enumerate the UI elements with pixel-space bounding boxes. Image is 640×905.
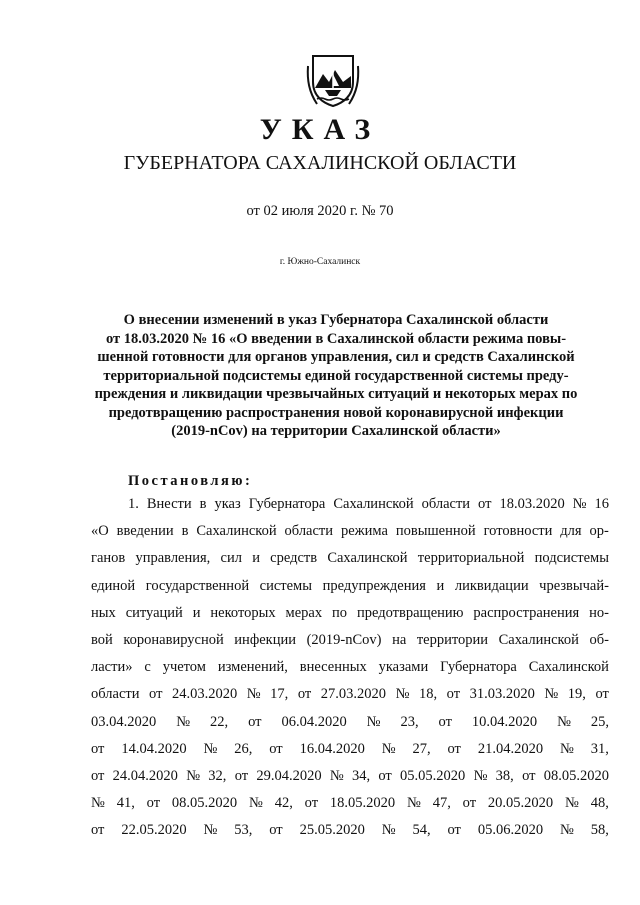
title-line: преждения и ликвидации чрезвычайных ситуаций и некоторых мерах по xyxy=(94,386,578,402)
body-line: ных ситуаций и некоторых мерах по предотвращению распространения но- xyxy=(91,604,609,621)
issue-city: г. Южно-Сахалинск xyxy=(279,257,361,267)
body-line: 03.04.2020 № 22, от 06.04.2020 № 23, от 10.04.2020 № 25, xyxy=(91,713,609,730)
title-line: предотвращению распространения новой коронавирусной инфекции xyxy=(108,404,564,421)
body-line: «О введении в Сахалинской области режима повышенной готовности для ор- xyxy=(91,523,609,540)
decree-body xyxy=(91,494,609,847)
title-line: шенной готовности для органов управления, сил и средств Сахалинской xyxy=(97,349,575,365)
body-line: от 14.04.2020 № 26, от 16.04.2020 № 27, от 21.04.2020 № 31, xyxy=(91,740,609,757)
title-line: (2019-nCov) на территории Сахалинской области» xyxy=(171,423,501,439)
body-line: единой государственной системы предупреждения и ликвидации чрезвычай- xyxy=(91,577,609,594)
decree-date-number: от 02 июля 2020 г. № 70 xyxy=(246,203,394,219)
body-line: ганов управления, сил и средств Сахалинской территориальной подсистемы xyxy=(91,550,609,567)
title-line: от 18.03.2020 № 16 «О введении в Сахалинской области режима повы- xyxy=(105,330,567,347)
decree-title xyxy=(72,311,600,441)
body-line: ласти» с учетом изменений, внесенных указами Губернатора Сахалинской xyxy=(91,659,609,676)
issuing-authority: ГУБЕРНАТОРА САХАЛИНСКОЙ ОБЛАСТИ xyxy=(123,152,517,174)
body-line: от 24.04.2020 № 32, от 29.04.2020 № 34, от 05.05.2020 № 38, от 08.05.2020 xyxy=(91,767,609,784)
body-line: 1. Внести в указ Губернатора Сахалинской области от 18.03.2020 № 16 xyxy=(128,496,609,512)
body-line: области от 24.03.2020 № 17, от 27.03.2020 № 18, от 31.03.2020 № 19, от xyxy=(91,686,609,703)
sakhalin-coat-of-arms-icon xyxy=(305,52,361,108)
title-line: О внесении изменений в указ Губернатора Сахалинской области xyxy=(123,312,549,328)
body-line: вой коронавирусной инфекции (2019-nCov) на территории Сахалинской об- xyxy=(91,631,609,648)
body-line: от 22.05.2020 № 53, от 25.05.2020 № 54, от 05.06.2020 № 58, xyxy=(91,822,609,839)
title-line: территориальной подсистемы единой государственной системы преду- xyxy=(103,367,569,384)
decree-heading: УКАЗ xyxy=(259,113,381,146)
resolve-label: Постановляю: xyxy=(128,473,253,489)
body-line: № 41, от 08.05.2020 № 42, от 18.05.2020 № 47, от 20.05.2020 № 48, xyxy=(91,795,609,812)
